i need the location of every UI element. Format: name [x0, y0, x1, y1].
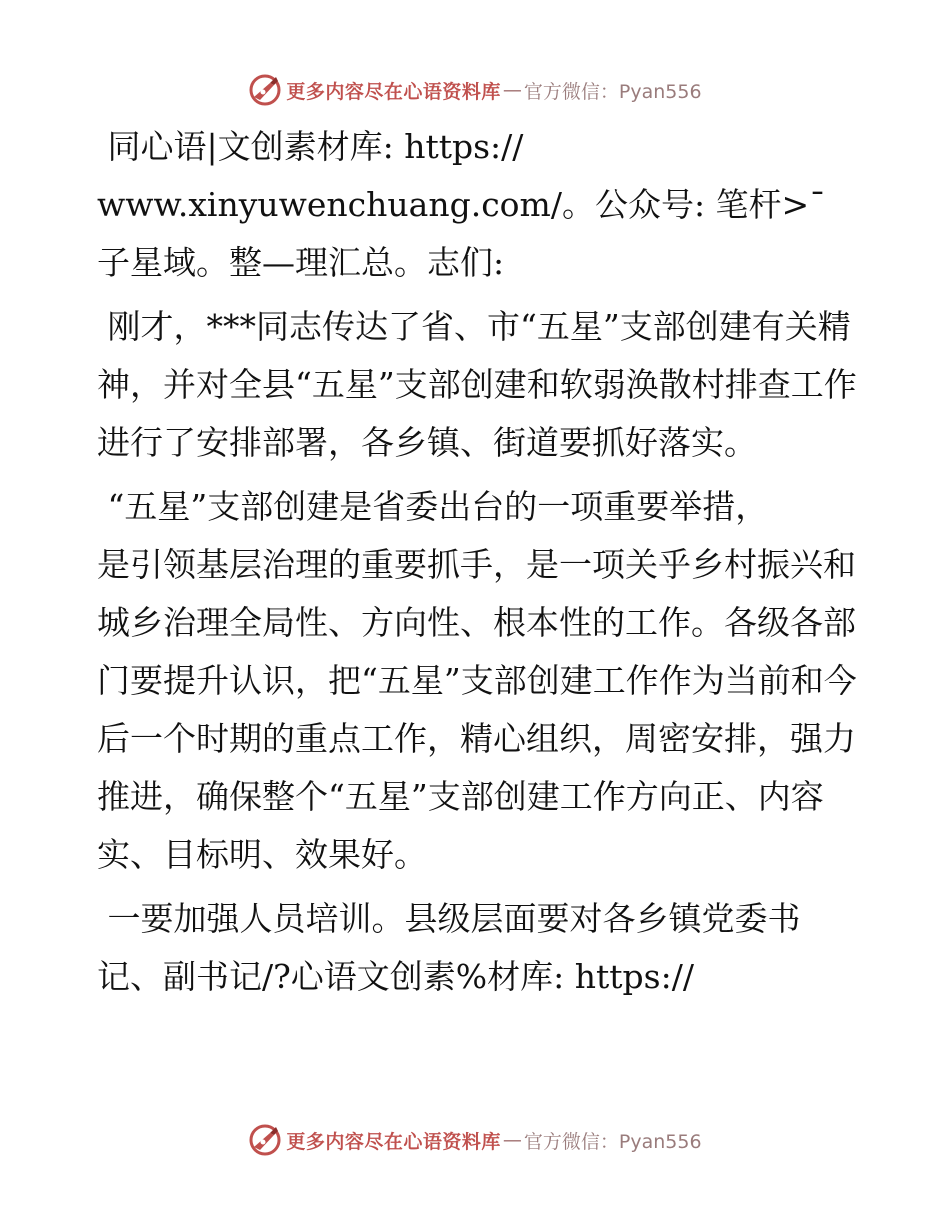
footer-banner-wechat: 官方微信：Pyan556: [523, 1130, 702, 1153]
paragraph-opening: 刚才，***同志传达了省、市“五星”支部创建有关精神，并对全县“五星”支部创建和软弱涣散村排查工作进行了安排部署，各乡镇、街道要抓好落实。: [97, 307, 857, 462]
header-watermark-banner: [0, 70, 950, 110]
header-banner-wechat: 官方微信：Pyan556: [523, 80, 702, 103]
header-banner-text: 更多内容尽在心语资料库: [286, 80, 501, 103]
brand-logo-icon: [248, 73, 282, 107]
paragraph-five-star-importance: “五星”支部创建是省委出台的一项重要举措， 是引领基层治理的重要抓手，是一项关乎乡村振兴和城乡治理全局性、方向性、根本性的工作。各级各部门要提升认识，把“五星”支部创建工作作为当前和今后一个时期的重点工作，精心组织，周密安排，强力推进，确保整个“五星”支部创建工作方向正、内容实、目标明、效果好。: [97, 487, 857, 874]
paragraph-source-note: 同心语|文创素材库: https:// www.xinyuwenchuang.com/。公众号: 笔杆>¯子星域。整—理汇总。志们:: [97, 127, 826, 282]
header-banner-separator: —: [502, 79, 522, 101]
document-body: [97, 118, 857, 1010]
footer-watermark-banner: [0, 1120, 950, 1160]
brand-logo-icon: [248, 1123, 282, 1157]
footer-banner-text: 更多内容尽在心语资料库: [286, 1130, 501, 1153]
paragraph-training: 一要加强人员培训。县级层面要对各乡镇党委书记、副书记/?心语文创素%材库: https://: [97, 899, 801, 996]
footer-banner-separator: —: [502, 1129, 522, 1151]
